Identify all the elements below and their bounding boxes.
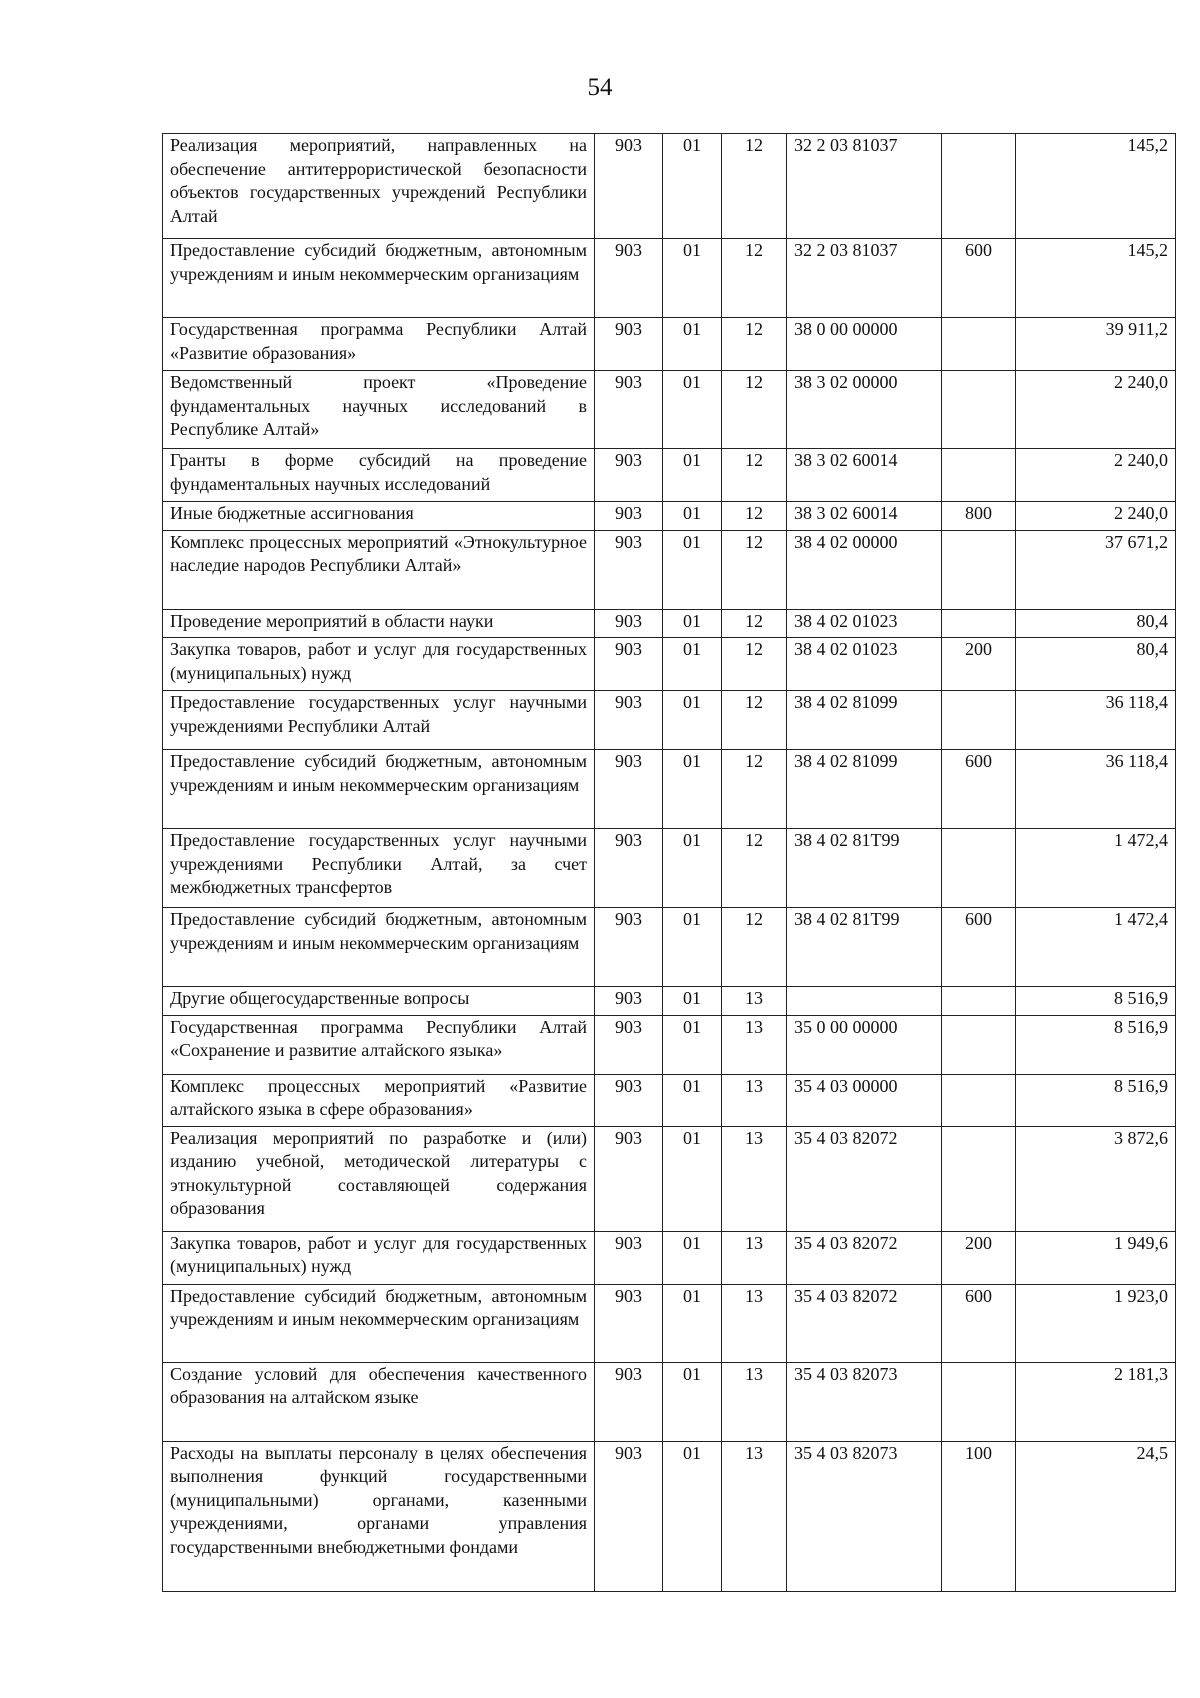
- subsection-code-cell: 12: [722, 502, 787, 531]
- expense-type-cell: 800: [942, 502, 1016, 531]
- subsection-code-cell: 13: [722, 1362, 787, 1441]
- ministry-code-cell: 903: [595, 1284, 663, 1362]
- target-article-cell: [787, 987, 942, 1016]
- expense-name-cell: Предоставление субсидий бюджетным, автономным учреждениям и иным некоммерческим организациям: [163, 239, 595, 318]
- amount-cell: 1 472,4: [1016, 829, 1176, 908]
- target-article-cell: 38 0 00 00000: [787, 318, 942, 371]
- expense-name-cell: Расходы на выплаты персоналу в целях обеспечения выполнения функций государственными (муниципальными) органами, казенными учреждениями, органами управления государственными внебюджетными фондами: [163, 1441, 595, 1591]
- expense-name-cell: Предоставление субсидий бюджетным, автономным учреждениям и иным некоммерческим организациям: [163, 750, 595, 829]
- ministry-code-cell: 903: [595, 239, 663, 318]
- expense-type-cell: [942, 530, 1016, 609]
- table-row: [163, 908, 1176, 987]
- expense-type-cell: 600: [942, 239, 1016, 318]
- table-row: [163, 829, 1176, 908]
- target-article-cell: 38 4 02 01023: [787, 638, 942, 691]
- amount-cell: 24,5: [1016, 1441, 1176, 1591]
- target-article-cell: 35 4 03 82072: [787, 1231, 942, 1284]
- expense-name-cell: Предоставление субсидий бюджетным, автономным учреждениям и иным некоммерческим организациям: [163, 908, 595, 987]
- ministry-code-cell: 903: [595, 134, 663, 239]
- expense-name-cell: Гранты в форме субсидий на проведение фундаментальных научных исследований: [163, 449, 595, 502]
- amount-cell: 2 240,0: [1016, 371, 1176, 449]
- expense-type-cell: [942, 987, 1016, 1016]
- subsection-code-cell: 13: [722, 987, 787, 1016]
- expense-type-cell: 600: [942, 908, 1016, 987]
- table-row: [163, 987, 1176, 1016]
- expense-name-cell: Реализация мероприятий, направленных на обеспечение антитеррористической безопасности объектов государственных учреждений Республики Алтай: [163, 134, 595, 239]
- target-article-cell: 35 4 03 82072: [787, 1126, 942, 1231]
- target-article-cell: 35 4 03 82073: [787, 1362, 942, 1441]
- subsection-code-cell: 13: [722, 1126, 787, 1231]
- expense-name-cell: Комплекс процессных мероприятий «Этнокультурное наследие народов Республики Алтай»: [163, 530, 595, 609]
- amount-cell: 80,4: [1016, 609, 1176, 638]
- expense-name-cell: Проведение мероприятий в области науки: [163, 609, 595, 638]
- page-number: 54: [587, 74, 613, 101]
- amount-cell: 1 949,6: [1016, 1231, 1176, 1284]
- table-row: [163, 638, 1176, 691]
- subsection-code-cell: 13: [722, 1015, 787, 1074]
- target-article-cell: 35 4 03 82072: [787, 1284, 942, 1362]
- target-article-cell: 38 4 02 81099: [787, 691, 942, 750]
- subsection-code-cell: 13: [722, 1231, 787, 1284]
- expense-name-cell: Государственная программа Республики Алтай «Развитие образования»: [163, 318, 595, 371]
- amount-cell: 37 671,2: [1016, 530, 1176, 609]
- ministry-code-cell: 903: [595, 829, 663, 908]
- section-code-cell: 01: [663, 609, 722, 638]
- section-code-cell: 01: [663, 1231, 722, 1284]
- table-row: [163, 239, 1176, 318]
- subsection-code-cell: 13: [722, 1441, 787, 1591]
- target-article-cell: 38 3 02 00000: [787, 371, 942, 449]
- target-article-cell: 35 4 03 82073: [787, 1441, 942, 1591]
- target-article-cell: 38 4 02 01023: [787, 609, 942, 638]
- section-code-cell: 01: [663, 134, 722, 239]
- ministry-code-cell: 903: [595, 502, 663, 531]
- ministry-code-cell: 903: [595, 908, 663, 987]
- table-row: [163, 609, 1176, 638]
- expense-type-cell: [942, 318, 1016, 371]
- ministry-code-cell: 903: [595, 750, 663, 829]
- amount-cell: 3 872,6: [1016, 1126, 1176, 1231]
- ministry-code-cell: 903: [595, 691, 663, 750]
- expense-type-cell: [942, 829, 1016, 908]
- ministry-code-cell: 903: [595, 1015, 663, 1074]
- section-code-cell: 01: [663, 1074, 722, 1126]
- ministry-code-cell: 903: [595, 371, 663, 449]
- expense-name-cell: Государственная программа Республики Алтай «Сохранение и развитие алтайского языка»: [163, 1015, 595, 1074]
- expense-type-cell: [942, 691, 1016, 750]
- amount-cell: 36 118,4: [1016, 750, 1176, 829]
- expense-name-cell: Предоставление государственных услуг научными учреждениями Республики Алтай: [163, 691, 595, 750]
- amount-cell: 1 923,0: [1016, 1284, 1176, 1362]
- expense-type-cell: [942, 1126, 1016, 1231]
- table-row: [163, 371, 1176, 449]
- expense-name-cell: Предоставление государственных услуг научными учреждениями Республики Алтай, за счет межбюджетных трансфертов: [163, 829, 595, 908]
- section-code-cell: 01: [663, 1015, 722, 1074]
- expense-name-cell: Закупка товаров, работ и услуг для государственных (муниципальных) нужд: [163, 1231, 595, 1284]
- subsection-code-cell: 12: [722, 609, 787, 638]
- expense-type-cell: 200: [942, 638, 1016, 691]
- target-article-cell: 38 3 02 60014: [787, 449, 942, 502]
- expense-name-cell: Иные бюджетные ассигнования: [163, 502, 595, 531]
- table-row: [163, 318, 1176, 371]
- expense-type-cell: [942, 1015, 1016, 1074]
- subsection-code-cell: 12: [722, 530, 787, 609]
- subsection-code-cell: 12: [722, 750, 787, 829]
- expense-name-cell: Комплекс процессных мероприятий «Развитие алтайского языка в сфере образования»: [163, 1074, 595, 1126]
- expense-name-cell: Ведомственный проект «Проведение фундаментальных научных исследований в Республике Алтай»: [163, 371, 595, 449]
- table-row: [163, 530, 1176, 609]
- section-code-cell: 01: [663, 1362, 722, 1441]
- amount-cell: 145,2: [1016, 239, 1176, 318]
- section-code-cell: 01: [663, 829, 722, 908]
- expense-type-cell: [942, 609, 1016, 638]
- table-row: [163, 1362, 1176, 1441]
- ministry-code-cell: 903: [595, 1231, 663, 1284]
- table-row: [163, 134, 1176, 239]
- ministry-code-cell: 903: [595, 638, 663, 691]
- expense-name-cell: Другие общегосударственные вопросы: [163, 987, 595, 1016]
- section-code-cell: 01: [663, 638, 722, 691]
- expense-name-cell: Закупка товаров, работ и услуг для государственных (муниципальных) нужд: [163, 638, 595, 691]
- amount-cell: 8 516,9: [1016, 1015, 1176, 1074]
- subsection-code-cell: 12: [722, 239, 787, 318]
- subsection-code-cell: 12: [722, 691, 787, 750]
- section-code-cell: 01: [663, 987, 722, 1016]
- table-row: [163, 1074, 1176, 1126]
- expense-type-cell: [942, 134, 1016, 239]
- expense-name-cell: Создание условий для обеспечения качественного образования на алтайском языке: [163, 1362, 595, 1441]
- table-row: [163, 1441, 1176, 1591]
- target-article-cell: 32 2 03 81037: [787, 239, 942, 318]
- target-article-cell: 38 4 02 81099: [787, 750, 942, 829]
- target-article-cell: 32 2 03 81037: [787, 134, 942, 239]
- expense-type-cell: [942, 1362, 1016, 1441]
- amount-cell: 145,2: [1016, 134, 1176, 239]
- amount-cell: 8 516,9: [1016, 987, 1176, 1016]
- amount-cell: 2 240,0: [1016, 449, 1176, 502]
- table-row: [163, 1015, 1176, 1074]
- target-article-cell: 35 0 00 00000: [787, 1015, 942, 1074]
- section-code-cell: 01: [663, 239, 722, 318]
- ministry-code-cell: 903: [595, 530, 663, 609]
- table-row: [163, 502, 1176, 531]
- section-code-cell: 01: [663, 908, 722, 987]
- subsection-code-cell: 12: [722, 829, 787, 908]
- ministry-code-cell: 903: [595, 609, 663, 638]
- subsection-code-cell: 12: [722, 318, 787, 371]
- section-code-cell: 01: [663, 1441, 722, 1591]
- amount-cell: 2 181,3: [1016, 1362, 1176, 1441]
- section-code-cell: 01: [663, 502, 722, 531]
- subsection-code-cell: 13: [722, 1284, 787, 1362]
- budget-table-body: [163, 134, 1176, 1592]
- ministry-code-cell: 903: [595, 1441, 663, 1591]
- subsection-code-cell: 12: [722, 371, 787, 449]
- target-article-cell: 35 4 03 00000: [787, 1074, 942, 1126]
- table-row: [163, 1284, 1176, 1362]
- amount-cell: 36 118,4: [1016, 691, 1176, 750]
- expense-name-cell: Предоставление субсидий бюджетным, автономным учреждениям и иным некоммерческим организациям: [163, 1284, 595, 1362]
- section-code-cell: 01: [663, 530, 722, 609]
- target-article-cell: 38 4 02 00000: [787, 530, 942, 609]
- subsection-code-cell: 12: [722, 908, 787, 987]
- budget-table: [162, 133, 1176, 1592]
- subsection-code-cell: 12: [722, 134, 787, 239]
- expense-type-cell: 600: [942, 750, 1016, 829]
- expense-type-cell: 100: [942, 1441, 1016, 1591]
- table-row: [163, 750, 1176, 829]
- section-code-cell: 01: [663, 1126, 722, 1231]
- amount-cell: 8 516,9: [1016, 1074, 1176, 1126]
- ministry-code-cell: 903: [595, 449, 663, 502]
- ministry-code-cell: 903: [595, 1126, 663, 1231]
- section-code-cell: 01: [663, 449, 722, 502]
- subsection-code-cell: 13: [722, 1074, 787, 1126]
- subsection-code-cell: 12: [722, 449, 787, 502]
- section-code-cell: 01: [663, 318, 722, 371]
- table-row: [163, 1126, 1176, 1231]
- section-code-cell: 01: [663, 371, 722, 449]
- subsection-code-cell: 12: [722, 638, 787, 691]
- section-code-cell: 01: [663, 750, 722, 829]
- expense-name-cell: Реализация мероприятий по разработке и (или) изданию учебной, методической литературы с этнокультурной составляющей содержания образования: [163, 1126, 595, 1231]
- amount-cell: 80,4: [1016, 638, 1176, 691]
- ministry-code-cell: 903: [595, 318, 663, 371]
- amount-cell: 2 240,0: [1016, 502, 1176, 531]
- expense-type-cell: 600: [942, 1284, 1016, 1362]
- expense-type-cell: [942, 371, 1016, 449]
- table-row: [163, 449, 1176, 502]
- table-row: [163, 1231, 1176, 1284]
- target-article-cell: 38 3 02 60014: [787, 502, 942, 531]
- amount-cell: 39 911,2: [1016, 318, 1176, 371]
- ministry-code-cell: 903: [595, 1362, 663, 1441]
- target-article-cell: 38 4 02 81Т99: [787, 829, 942, 908]
- expense-type-cell: [942, 449, 1016, 502]
- expense-type-cell: [942, 1074, 1016, 1126]
- ministry-code-cell: 903: [595, 987, 663, 1016]
- amount-cell: 1 472,4: [1016, 908, 1176, 987]
- section-code-cell: 01: [663, 1284, 722, 1362]
- section-code-cell: 01: [663, 691, 722, 750]
- expense-type-cell: 200: [942, 1231, 1016, 1284]
- ministry-code-cell: 903: [595, 1074, 663, 1126]
- target-article-cell: 38 4 02 81Т99: [787, 908, 942, 987]
- table-row: [163, 691, 1176, 750]
